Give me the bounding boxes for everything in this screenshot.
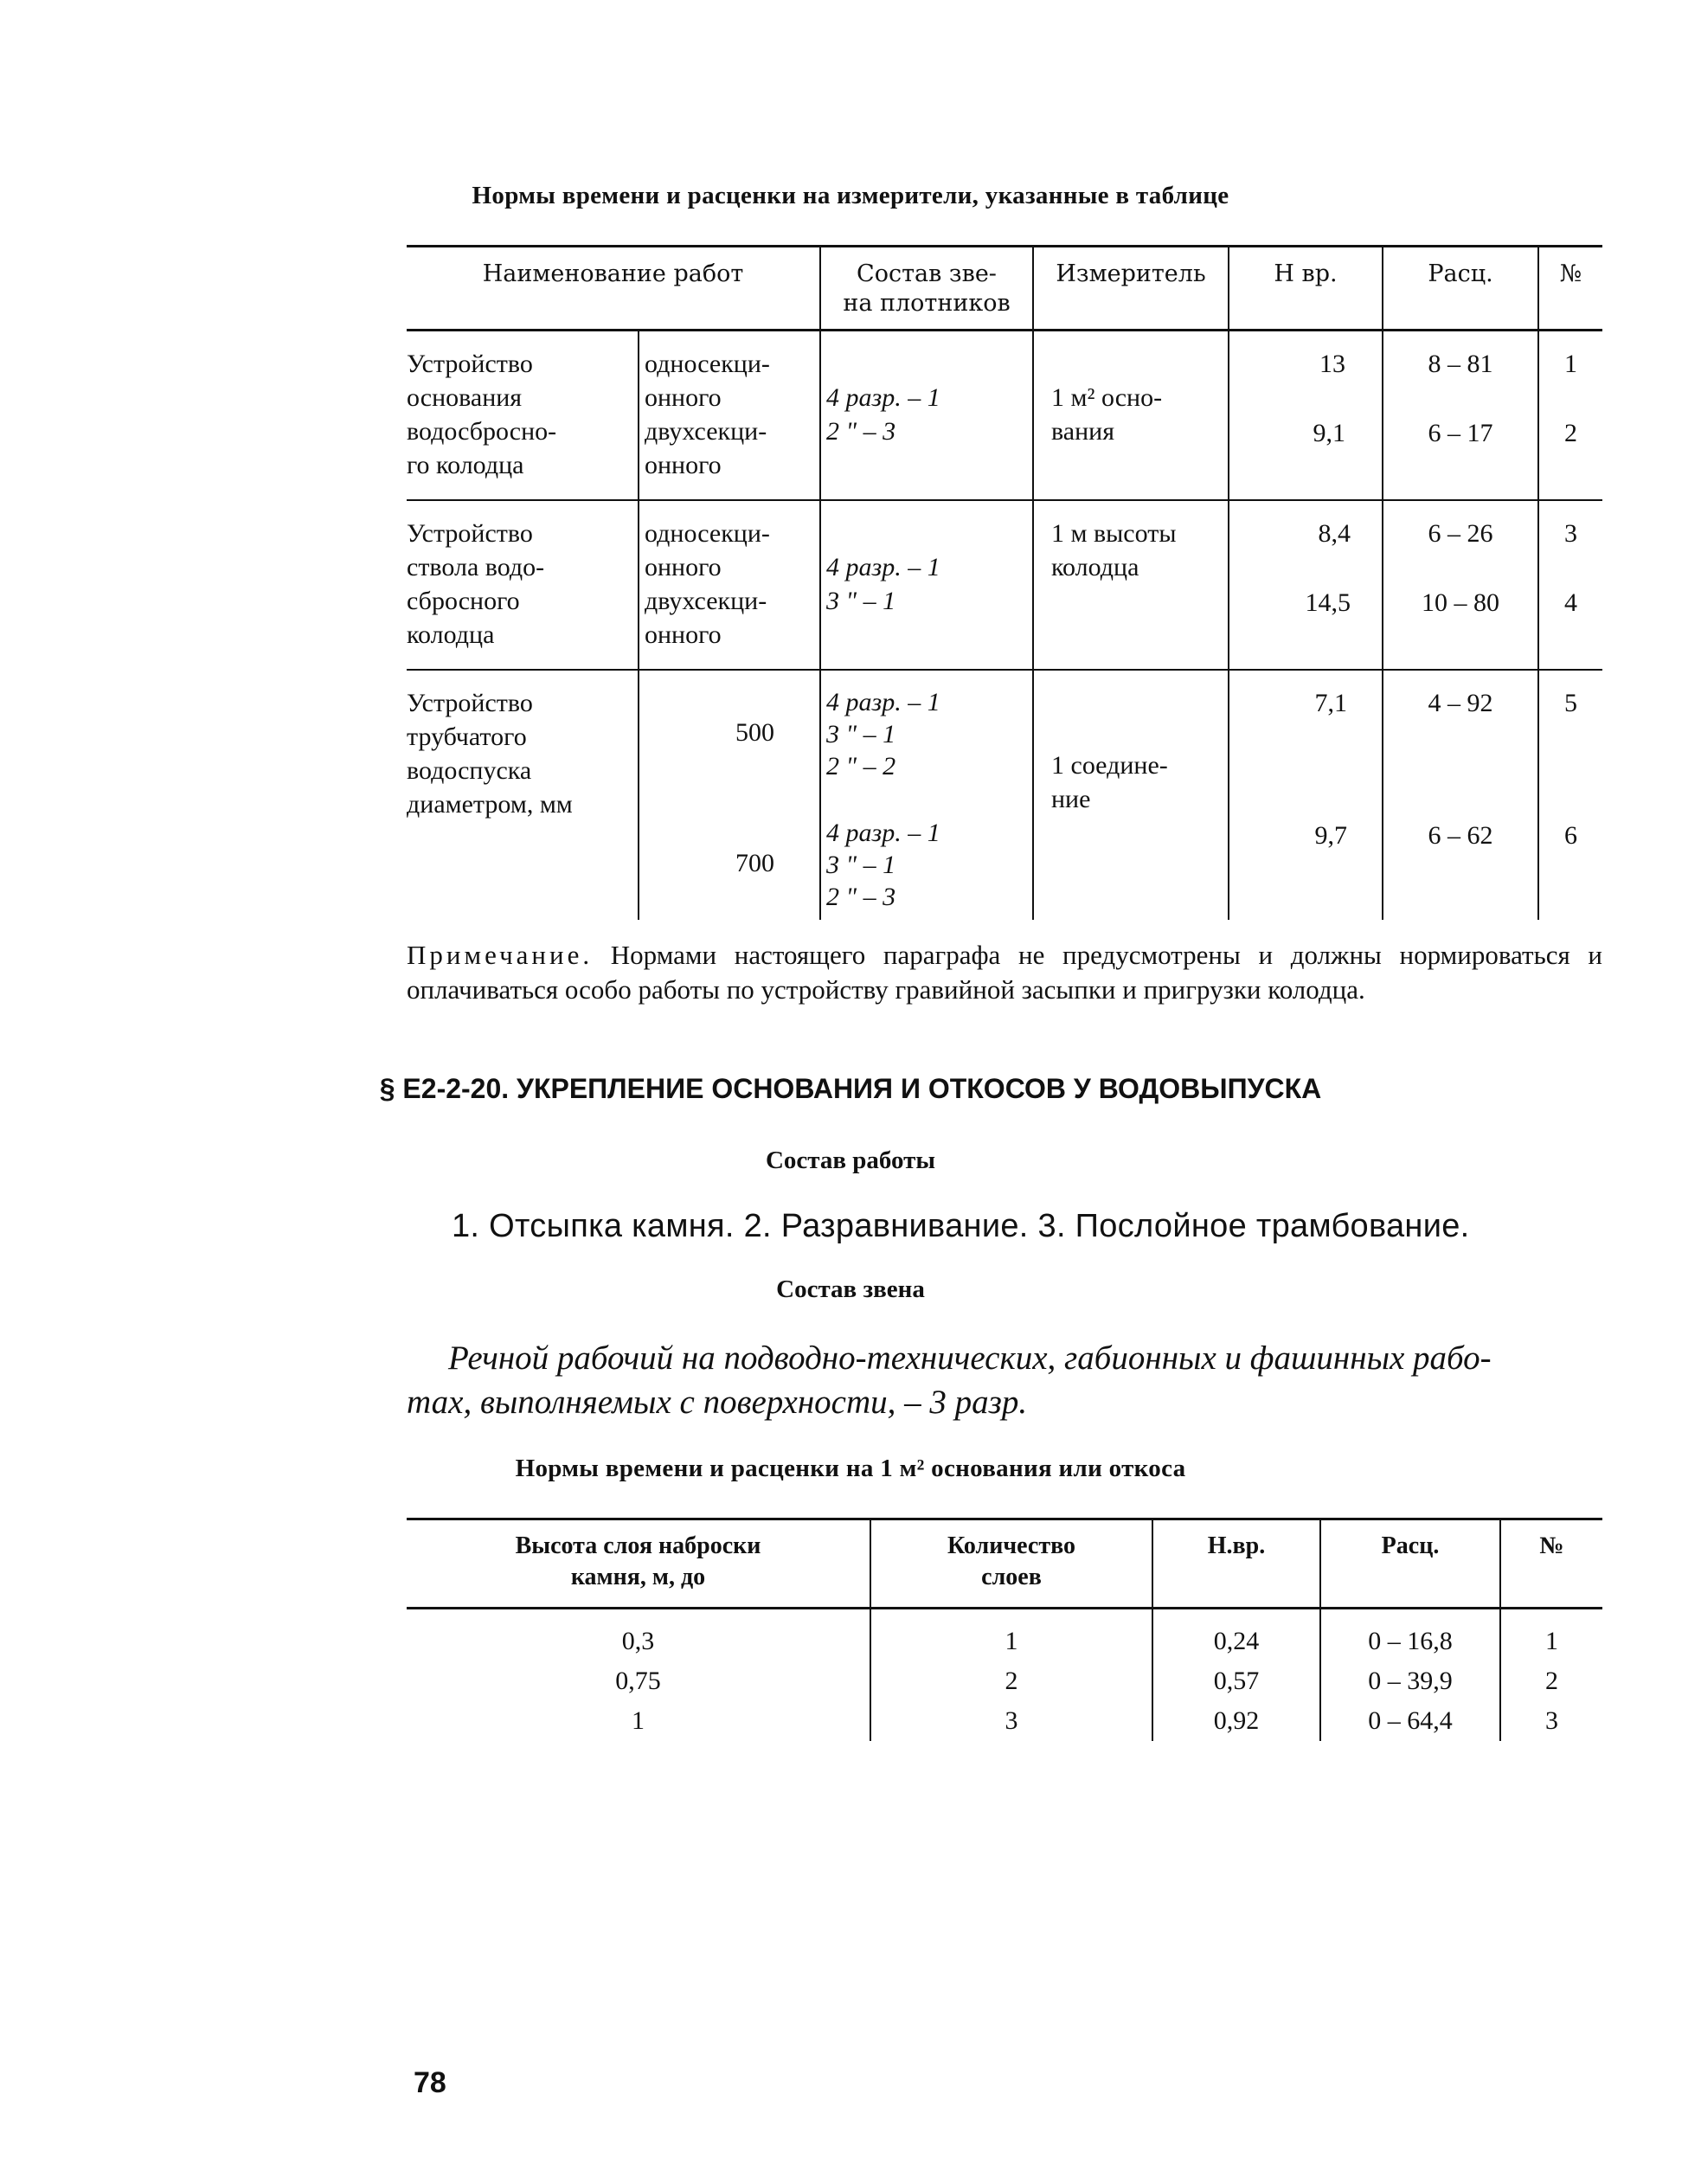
note-text: Нормами настоящего параграфа не предусмотрены и должны нормироваться и оплачиваться особо работы по устройству гравийной засыпки и пригрузки колодца. bbox=[407, 940, 1602, 1005]
unit-line: ние bbox=[1051, 785, 1091, 813]
diameter-value: 700 bbox=[735, 849, 774, 877]
title-line: диаметром, мм bbox=[407, 790, 573, 819]
crew-composition-text bbox=[407, 1336, 1602, 1424]
header-height-line: камня, м, до bbox=[570, 1564, 706, 1590]
time-norm bbox=[1229, 331, 1383, 501]
crew-line: 3 " – 1 bbox=[826, 720, 896, 748]
norm-value: 0,24 bbox=[1152, 1609, 1320, 1662]
num-value: 3 bbox=[1500, 1701, 1602, 1741]
unit bbox=[1033, 500, 1229, 670]
row-number bbox=[1538, 500, 1602, 670]
header-crew bbox=[820, 247, 1033, 331]
norms-table-2 bbox=[407, 1518, 1602, 1741]
layers-value: 3 bbox=[870, 1701, 1152, 1741]
work-subtype bbox=[639, 500, 820, 670]
diameter-value: 500 bbox=[735, 718, 774, 747]
num-value: 1 bbox=[1564, 350, 1577, 378]
crew-line: 3 " – 1 bbox=[826, 587, 896, 615]
table-row bbox=[407, 331, 1602, 501]
norms-table-1 bbox=[407, 245, 1602, 920]
header-norm: Н.вр. bbox=[1152, 1519, 1320, 1609]
unit-line: 1 м высоты bbox=[1051, 519, 1177, 548]
crew-composition bbox=[820, 331, 1033, 501]
table1-caption: Нормы времени и расценки на измерители, указанные в таблице bbox=[472, 182, 1229, 209]
header-crew-line: Состав зве- bbox=[857, 260, 997, 287]
crew-line: 2 " – 3 bbox=[826, 417, 896, 446]
crew-line: 4 разр. – 1 bbox=[826, 383, 940, 412]
diameter bbox=[639, 670, 820, 920]
rate-value: 8 – 81 bbox=[1428, 350, 1493, 378]
rate-value: 6 – 26 bbox=[1428, 519, 1493, 548]
crew-line: 4 разр. – 1 bbox=[826, 819, 940, 847]
crew-text-line: Речной рабочий на подводно-технических, габионных и фашинных рабо- bbox=[448, 1339, 1492, 1377]
header-norm: Н вр. bbox=[1229, 247, 1383, 331]
norm-value: 8,4 bbox=[1318, 519, 1351, 548]
title-line: трубчатого bbox=[407, 723, 527, 751]
title-line: водосбросно- bbox=[407, 417, 557, 446]
num-value: 3 bbox=[1564, 519, 1577, 548]
unit-line: вания bbox=[1051, 417, 1114, 446]
header-rate: Расц. bbox=[1383, 247, 1538, 331]
note-paragraph bbox=[407, 938, 1602, 1007]
norm-value: 9,1 bbox=[1313, 419, 1345, 447]
norm-value: 7,1 bbox=[1314, 689, 1347, 717]
unit-line: колодца bbox=[1051, 553, 1139, 581]
num-value: 2 bbox=[1500, 1661, 1602, 1701]
norm-value: 0,92 bbox=[1152, 1701, 1320, 1741]
unit bbox=[1033, 331, 1229, 501]
num-value: 1 bbox=[1500, 1609, 1602, 1662]
height-value: 0,3 bbox=[621, 1627, 655, 1655]
title-line: Устройство bbox=[407, 689, 533, 717]
header-layers-line: слоев bbox=[981, 1564, 1042, 1590]
header-layers bbox=[870, 1519, 1152, 1609]
work-composition-text: 1. Отсыпка камня. 2. Разравнивание. 3. Послойное трамбование. bbox=[452, 1208, 1470, 1244]
time-norm bbox=[1229, 670, 1383, 920]
subtype-line: односекци- bbox=[645, 350, 770, 378]
header-rate: Расц. bbox=[1320, 1519, 1500, 1609]
section-heading: § Е2-2-20. УКРЕПЛЕНИЕ ОСНОВАНИЯ И ОТКОСОВ У ВОДОВЫПУСКА bbox=[379, 1073, 1322, 1104]
title-line: ствола водо- bbox=[407, 553, 545, 581]
crew-composition-title: Состав звена bbox=[776, 1275, 925, 1303]
layers-value: 2 bbox=[870, 1661, 1152, 1701]
title-line: го колодца bbox=[407, 451, 524, 479]
work-composition-title: Состав работы bbox=[765, 1147, 936, 1174]
subtype-line: двухсекци- bbox=[645, 417, 767, 446]
title-line: Устройство bbox=[407, 350, 533, 378]
title-line: основания bbox=[407, 383, 523, 412]
header-height-line: Высота слоя наброски bbox=[515, 1532, 761, 1559]
row-number bbox=[1538, 670, 1602, 920]
layers-value: 1 bbox=[870, 1609, 1152, 1662]
crew-line: 4 разр. – 1 bbox=[826, 688, 940, 716]
table-row bbox=[407, 500, 1602, 670]
time-norm bbox=[1229, 500, 1383, 670]
rate bbox=[1383, 500, 1538, 670]
num-value: 2 bbox=[1564, 419, 1577, 447]
norm-value: 0,57 bbox=[1152, 1661, 1320, 1701]
title-line: сбросного bbox=[407, 587, 520, 615]
subtype-line: онного bbox=[645, 620, 722, 649]
unit-line: 1 м² осно- bbox=[1051, 383, 1163, 412]
header-num: № bbox=[1500, 1519, 1602, 1609]
rate bbox=[1383, 670, 1538, 920]
header-unit: Измеритель bbox=[1033, 247, 1229, 331]
table2-header-row bbox=[407, 1519, 1602, 1609]
title-line: водоспуска bbox=[407, 756, 532, 785]
crew-line: 3 " – 1 bbox=[826, 851, 896, 879]
subtype-line: односекци- bbox=[645, 519, 770, 548]
work-title bbox=[407, 331, 639, 501]
title-line: Устройство bbox=[407, 519, 533, 548]
page-number: 78 bbox=[414, 2066, 446, 2099]
table-row bbox=[407, 1661, 1602, 1701]
crew-line: 2 " – 2 bbox=[826, 752, 896, 780]
rate-value: 0 – 64,4 bbox=[1320, 1701, 1500, 1741]
num-value: 4 bbox=[1564, 588, 1577, 617]
table-row bbox=[407, 670, 1602, 920]
header-height bbox=[407, 1519, 870, 1609]
subtype-line: двухсекци- bbox=[645, 587, 767, 615]
crew-composition bbox=[820, 670, 1033, 920]
rate-value: 4 – 92 bbox=[1428, 689, 1493, 717]
title-line: колодца bbox=[407, 620, 495, 649]
num-value: 6 bbox=[1564, 821, 1577, 850]
rate-value: 0 – 16,8 bbox=[1320, 1609, 1500, 1662]
height-value: 1 bbox=[632, 1706, 645, 1735]
height-value: 0,75 bbox=[615, 1667, 661, 1695]
row-number bbox=[1538, 331, 1602, 501]
header-num: № bbox=[1538, 247, 1602, 331]
crew-composition bbox=[820, 500, 1033, 670]
crew-text-line: тах, выполняемых с поверхности, – 3 разр. bbox=[407, 1384, 1028, 1421]
work-subtype bbox=[639, 331, 820, 501]
note-label: Примечание. bbox=[407, 940, 594, 970]
unit-line: 1 соедине- bbox=[1051, 751, 1168, 780]
table-row bbox=[407, 1701, 1602, 1741]
table2-caption: Нормы времени и расценки на 1 м² основания или откоса bbox=[515, 1455, 1186, 1482]
header-crew-line: на плотников bbox=[843, 290, 1011, 317]
subtype-line: онного bbox=[645, 451, 722, 479]
rate-value: 10 – 80 bbox=[1422, 588, 1499, 617]
table1-header-row bbox=[407, 247, 1602, 331]
table-row bbox=[407, 1609, 1602, 1662]
crew-line: 4 разр. – 1 bbox=[826, 553, 940, 581]
rate-value: 6 – 17 bbox=[1428, 419, 1493, 447]
norm-value: 13 bbox=[1319, 350, 1345, 378]
work-title bbox=[407, 500, 639, 670]
header-name: Наименование работ bbox=[482, 260, 744, 287]
work-title bbox=[407, 670, 639, 920]
unit bbox=[1033, 670, 1229, 920]
rate-value: 6 – 62 bbox=[1428, 821, 1493, 850]
header-layers-line: Количество bbox=[947, 1532, 1076, 1559]
norm-value: 9,7 bbox=[1314, 821, 1347, 850]
norm-value: 14,5 bbox=[1305, 588, 1351, 617]
num-value: 5 bbox=[1564, 689, 1577, 717]
subtype-line: онного bbox=[645, 383, 722, 412]
subtype-line: онного bbox=[645, 553, 722, 581]
rate-value: 0 – 39,9 bbox=[1320, 1661, 1500, 1701]
rate bbox=[1383, 331, 1538, 501]
crew-line: 2 " – 3 bbox=[826, 883, 896, 911]
